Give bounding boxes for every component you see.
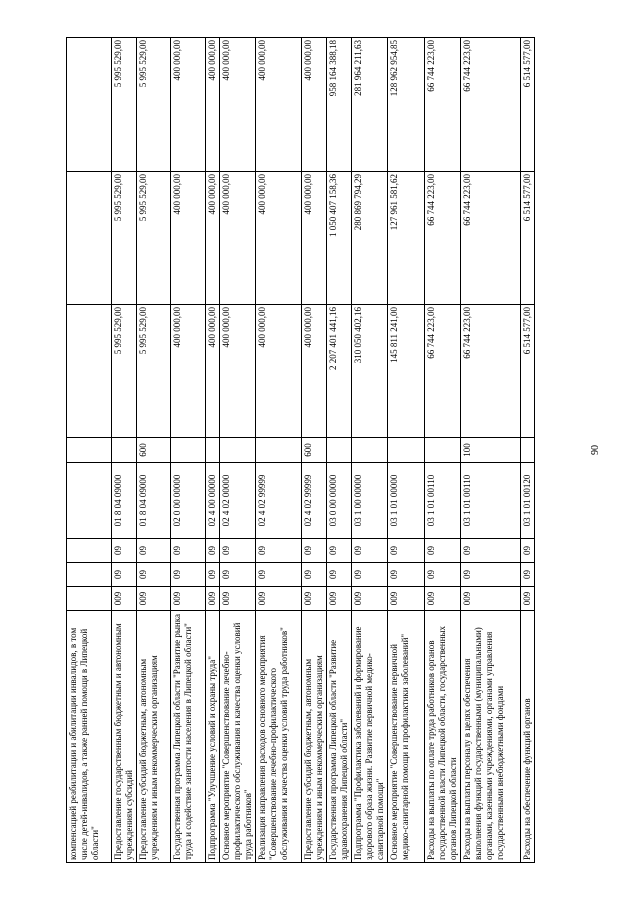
cell-ministry: 009 bbox=[461, 587, 521, 611]
cell-ministry bbox=[67, 587, 112, 611]
cell-amount-3: 400 000,00 bbox=[302, 38, 327, 172]
cell-expense-type bbox=[521, 438, 535, 463]
cell-amount-2: 5 995 529,00 bbox=[137, 172, 171, 305]
cell-section: 09 bbox=[220, 563, 256, 587]
table-row bbox=[112, 38, 137, 863]
cell-subsection: 09 bbox=[220, 539, 256, 563]
cell-subsection: 09 bbox=[137, 539, 171, 563]
cell-target-article: 02 4 02 99999 bbox=[302, 463, 327, 539]
table-row bbox=[220, 38, 256, 863]
table-row bbox=[388, 38, 425, 863]
table-row bbox=[206, 38, 220, 863]
cell-section: 09 bbox=[521, 563, 535, 587]
cell-name: Реализация направления расходов основного мероприятия "Совершенствование лечебно-профилактического обслуживания и качества оценки условий труда работников" bbox=[256, 611, 302, 863]
cell-ministry: 009 bbox=[256, 587, 302, 611]
cell-amount-1: 310 050 402,16 bbox=[352, 305, 388, 438]
cell-ministry: 009 bbox=[425, 587, 461, 611]
cell-name: Подпрограмма "Профилактика заболеваний и формирование здорового образа жизни. Развитие первичной медико-санитарной помощи" bbox=[352, 611, 388, 863]
cell-section: 09 bbox=[302, 563, 327, 587]
cell-section: 09 bbox=[352, 563, 388, 587]
cell-expense-type bbox=[112, 438, 137, 463]
cell-ministry: 009 bbox=[327, 587, 352, 611]
cell-amount-1: 400 000,00 bbox=[302, 305, 327, 438]
cell-amount-2: 400 000,00 bbox=[171, 172, 206, 305]
cell-amount-2: 400 000,00 bbox=[302, 172, 327, 305]
cell-section bbox=[67, 563, 112, 587]
cell-name: Государственная программа Липецкой области "Развитие рынка труда и содействие занятости населения в Липецкой области" bbox=[171, 611, 206, 863]
cell-subsection: 09 bbox=[521, 539, 535, 563]
cell-amount-2: 5 995 529,00 bbox=[112, 172, 137, 305]
cell-section: 09 bbox=[206, 563, 220, 587]
cell-amount-2: 400 000,00 bbox=[220, 172, 256, 305]
cell-section: 09 bbox=[461, 563, 521, 587]
cell-expense-type bbox=[206, 438, 220, 463]
table-row bbox=[171, 38, 206, 863]
cell-expense-type bbox=[352, 438, 388, 463]
table-body bbox=[67, 38, 535, 863]
cell-amount-1: 5 995 529,00 bbox=[137, 305, 171, 438]
budget-table bbox=[66, 37, 535, 863]
cell-amount-3: 400 000,00 bbox=[256, 38, 302, 172]
cell-section: 09 bbox=[171, 563, 206, 587]
cell-amount-2: 66 744 223,00 bbox=[461, 172, 521, 305]
cell-amount-2: 66 744 223,00 bbox=[425, 172, 461, 305]
cell-target-article: 02 4 02 99999 bbox=[256, 463, 302, 539]
cell-amount-3: 281 964 211,63 bbox=[352, 38, 388, 172]
cell-amount-3 bbox=[67, 38, 112, 172]
cell-amount-3: 6 514 577,00 bbox=[521, 38, 535, 172]
table-row bbox=[67, 38, 112, 863]
cell-amount-3: 958 164 388,18 bbox=[327, 38, 352, 172]
cell-section: 09 bbox=[388, 563, 425, 587]
cell-expense-type bbox=[425, 438, 461, 463]
table-row bbox=[521, 38, 535, 863]
cell-ministry: 009 bbox=[521, 587, 535, 611]
cell-expense-type bbox=[256, 438, 302, 463]
cell-ministry: 009 bbox=[112, 587, 137, 611]
cell-target-article: 03 1 01 00120 bbox=[521, 463, 535, 539]
cell-name: Расходы на выплаты персоналу в целях обеспечения выполнения функций государственными (муниципальными) органами, казенными учреждениями, органами управления государственными внебюджетными фондами bbox=[461, 611, 521, 863]
cell-amount-1: 6 514 577,00 bbox=[521, 305, 535, 438]
cell-amount-3: 66 744 223,00 bbox=[425, 38, 461, 172]
cell-ministry: 009 bbox=[206, 587, 220, 611]
cell-amount-3: 400 000,00 bbox=[220, 38, 256, 172]
cell-section: 09 bbox=[112, 563, 137, 587]
cell-amount-1: 400 000,00 bbox=[220, 305, 256, 438]
cell-target-article: 03 1 01 00110 bbox=[461, 463, 521, 539]
cell-amount-2 bbox=[67, 172, 112, 305]
cell-amount-1: 400 000,00 bbox=[171, 305, 206, 438]
cell-amount-1 bbox=[67, 305, 112, 438]
table-row bbox=[425, 38, 461, 863]
cell-name: Предоставление субсидий бюджетным, автономным учреждениям и иным некоммерческим организациям bbox=[302, 611, 327, 863]
cell-subsection: 09 bbox=[388, 539, 425, 563]
cell-name: Основное мероприятие "Совершенствование лечебно-профилактического обслуживания и качества оценки условий труда работников" bbox=[220, 611, 256, 863]
cell-name: Расходы на выплаты по оплате труда работников органов государственной власти Липецкой области, государственных органов Липецкой области bbox=[425, 611, 461, 863]
cell-amount-3: 5 995 529,00 bbox=[112, 38, 137, 172]
cell-expense-type bbox=[67, 438, 112, 463]
cell-expense-type: 600 bbox=[137, 438, 171, 463]
cell-amount-3: 400 000,00 bbox=[171, 38, 206, 172]
cell-name: Расходы на обеспечение функций органов bbox=[521, 611, 535, 863]
cell-name: Основное мероприятие "Совершенствование первичной медико-санитарной помощи и профилактики заболеваний" bbox=[388, 611, 425, 863]
cell-expense-type bbox=[220, 438, 256, 463]
cell-subsection: 09 bbox=[425, 539, 461, 563]
cell-target-article: 03 1 01 00110 bbox=[425, 463, 461, 539]
cell-name: компенсацией реабилитации и абилитации инвалидов, в том числе детей-инвалидов, а также ранней помощи в Липецкой области" bbox=[67, 611, 112, 863]
cell-ministry: 009 bbox=[171, 587, 206, 611]
cell-subsection: 09 bbox=[256, 539, 302, 563]
cell-expense-type bbox=[327, 438, 352, 463]
table-row bbox=[256, 38, 302, 863]
cell-subsection: 09 bbox=[171, 539, 206, 563]
cell-subsection: 09 bbox=[461, 539, 521, 563]
cell-ministry: 009 bbox=[302, 587, 327, 611]
cell-target-article: 03 1 00 00000 bbox=[352, 463, 388, 539]
cell-target-article: 01 8 04 09000 bbox=[112, 463, 137, 539]
cell-target-article: 01 8 04 09000 bbox=[137, 463, 171, 539]
cell-subsection: 09 bbox=[327, 539, 352, 563]
page-number: 90 bbox=[590, 445, 601, 455]
cell-target-article: 03 0 00 00000 bbox=[327, 463, 352, 539]
cell-expense-type: 600 bbox=[302, 438, 327, 463]
cell-ministry: 009 bbox=[220, 587, 256, 611]
cell-target-article: 02 4 00 00000 bbox=[206, 463, 220, 539]
cell-name: Предоставление субсидий бюджетным, автономным учреждениям и иным некоммерческим организациям bbox=[137, 611, 171, 863]
cell-amount-3: 400 000,00 bbox=[206, 38, 220, 172]
cell-amount-1: 66 744 223,00 bbox=[425, 305, 461, 438]
cell-name: Подпрограмма "Улучшение условий и охраны труда" bbox=[206, 611, 220, 863]
cell-ministry: 009 bbox=[388, 587, 425, 611]
cell-section: 09 bbox=[425, 563, 461, 587]
cell-target-article bbox=[67, 463, 112, 539]
cell-section: 09 bbox=[256, 563, 302, 587]
cell-amount-2: 6 514 577,00 bbox=[521, 172, 535, 305]
cell-subsection: 09 bbox=[352, 539, 388, 563]
table-row bbox=[137, 38, 171, 863]
cell-name: Государственная программа Липецкой области "Развитие здравоохранения Липецкой области" bbox=[327, 611, 352, 863]
cell-section: 09 bbox=[327, 563, 352, 587]
cell-amount-2: 400 000,00 bbox=[256, 172, 302, 305]
cell-amount-1: 2 207 401 441,16 bbox=[327, 305, 352, 438]
cell-expense-type: 100 bbox=[461, 438, 521, 463]
cell-amount-2: 400 000,00 bbox=[206, 172, 220, 305]
cell-subsection: 09 bbox=[206, 539, 220, 563]
cell-amount-1: 66 744 223,00 bbox=[461, 305, 521, 438]
cell-expense-type bbox=[388, 438, 425, 463]
cell-subsection: 09 bbox=[302, 539, 327, 563]
cell-expense-type bbox=[171, 438, 206, 463]
table-row bbox=[461, 38, 521, 863]
cell-amount-2: 1 050 407 158,36 bbox=[327, 172, 352, 305]
cell-target-article: 02 0 00 00000 bbox=[171, 463, 206, 539]
cell-amount-3: 128 962 954,85 bbox=[388, 38, 425, 172]
cell-target-article: 03 1 01 00000 bbox=[388, 463, 425, 539]
cell-amount-2: 280 869 794,29 bbox=[352, 172, 388, 305]
cell-subsection: 09 bbox=[112, 539, 137, 563]
table-row bbox=[352, 38, 388, 863]
cell-amount-3: 66 744 223,00 bbox=[461, 38, 521, 172]
cell-ministry: 009 bbox=[137, 587, 171, 611]
cell-amount-1: 145 811 241,00 bbox=[388, 305, 425, 438]
table-row bbox=[302, 38, 327, 863]
cell-amount-1: 400 000,00 bbox=[206, 305, 220, 438]
table-row bbox=[327, 38, 352, 863]
cell-subsection bbox=[67, 539, 112, 563]
cell-amount-3: 5 995 529,00 bbox=[137, 38, 171, 172]
cell-amount-1: 5 995 529,00 bbox=[112, 305, 137, 438]
cell-amount-1: 400 000,00 bbox=[256, 305, 302, 438]
cell-target-article: 02 4 02 00000 bbox=[220, 463, 256, 539]
cell-amount-2: 127 961 581,62 bbox=[388, 172, 425, 305]
cell-section: 09 bbox=[137, 563, 171, 587]
cell-ministry: 009 bbox=[352, 587, 388, 611]
cell-name: Предоставление государственным бюджетным и автономным учреждениям субсидий bbox=[112, 611, 137, 863]
